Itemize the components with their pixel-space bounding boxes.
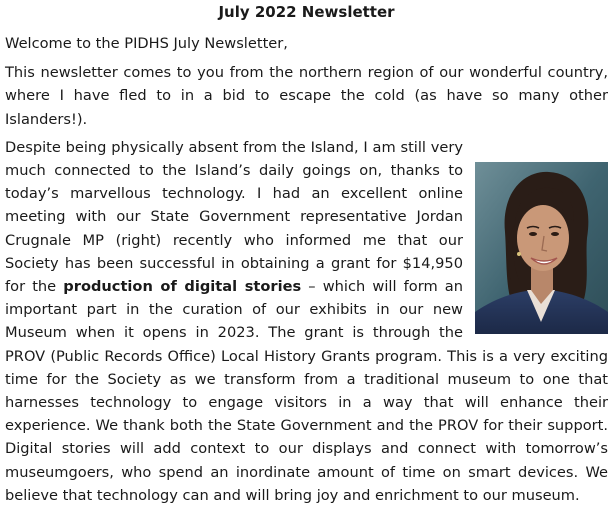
main-text-start: Despite being physically absent from the Island, I am still very much connected to the Island’s daily goings on, thanks to today’s marvellous technology. I had an excellent online meeting with our State Government representative Jordan Crugnale MP (right) recently who informed me that our Society has been successful in obtaining a grant for $14,950 for the xyxy=(5,138,463,296)
main-paragraph xyxy=(5,136,608,507)
newsletter-page xyxy=(5,0,608,507)
intro-paragraph: This newsletter comes to you from the northern region of our wonderful country, where I have fled to in a bid to escape the cold (as have so many other Islanders!). xyxy=(5,64,608,128)
main-text-end: – which will form an important part in the curation of our exhibits in our new Museum when it opens in 2023. The grant is through the PROV (Public Records Office) Local History Grants program. This is a very exciting time for the Society as we transform from a traditional museum to one that harnesses technology to engage visitors in a way that will enhance their experience. We thank both the State Government and the PROV for their support. Digital stories will add context to our displays and connect with tomorrow’s museumgoers, who spend an inordinate amount of time on smart devices. We believe that technology can and will bring joy and enrichment to our museum. xyxy=(5,278,608,504)
main-text-bold: production of digital stories xyxy=(63,278,302,296)
newsletter-title: July 2022 Newsletter xyxy=(218,3,395,21)
portrait-image xyxy=(475,162,608,334)
portrait-photo xyxy=(475,162,608,334)
greeting-paragraph: Welcome to the PIDHS July Newsletter, xyxy=(5,35,288,52)
